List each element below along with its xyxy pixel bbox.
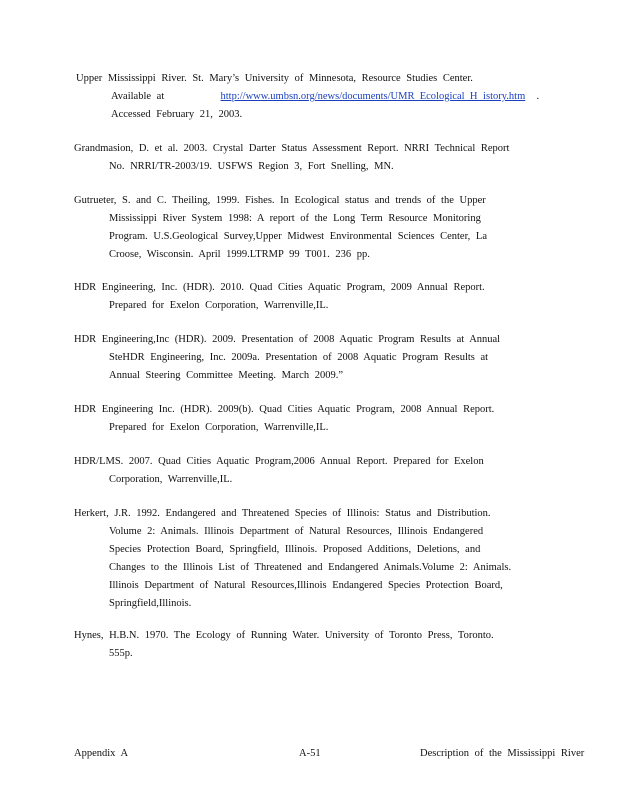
footer-appendix-label: Appendix A	[74, 748, 129, 759]
reference-hdr-2009-presentation	[74, 331, 544, 385]
footer-page-number: A-51	[299, 748, 321, 759]
reference-line: No. NRRI/TR-2003/19. USFWS Region 3, Fort Snelling, MN.	[109, 161, 394, 172]
reference-line: HDR Engineering Inc. (HDR). 2009(b). Quad Cities Aquatic Program, 2008 Annual Report.	[74, 404, 495, 415]
reference-line: Upper Mississippi River. St. Mary’s University of Minnesota, Resource Studies Center.	[76, 73, 473, 84]
reference-line: Prepared for Exelon Corporation, Warrenville,IL.	[109, 300, 329, 311]
reference-herkert	[74, 505, 544, 613]
reference-line: 555p.	[109, 648, 133, 659]
reference-line: Annual Steering Committee Meeting. March 2009.”	[109, 370, 343, 381]
reference-line	[76, 88, 546, 106]
reference-line: Herkert, J.R. 1992. Endangered and Threatened Species of Illinois: Status and Distribution.	[74, 508, 491, 519]
reference-line: HDR Engineering,Inc (HDR). 2009. Presentation of 2008 Aquatic Program Results at Annual	[74, 334, 501, 345]
reference-line: Gutrueter, S. and C. Theiling, 1999. Fishes. In Ecological status and trends of the Upper	[74, 195, 486, 206]
reference-line: Prepared for Exelon Corporation, Warrenville,IL.	[109, 422, 329, 433]
reference-line: SteHDR Engineering, Inc. 2009a. Presentation of 2008 Aquatic Program Results at	[109, 352, 489, 363]
reference-line: Mississippi River System 1998: A report of the Long Term Resource Monitoring	[109, 213, 481, 224]
reference-hdr-lms	[74, 453, 544, 489]
reference-line: Croose, Wisconsin. April 1999.LTRMP 99 T001. 236 pp.	[109, 249, 370, 260]
reference-line: Hynes, H.B.N. 1970. The Ecology of Running Water. University of Toronto Press, Toronto.	[74, 630, 494, 641]
reference-line: Illinois Department of Natural Resources,Illinois Endangered Species Protection Board,	[109, 580, 503, 591]
reference-hynes	[74, 627, 544, 663]
reference-hdr-2010	[74, 279, 544, 315]
footer-section-title: Description of the Mississippi River	[420, 748, 585, 759]
reference-line: Volume 2: Animals. Illinois Department of Natural Resources, Illinois Endangered	[109, 526, 484, 537]
reference-hdr-2009b	[74, 401, 544, 437]
reference-gutrueter	[74, 192, 544, 264]
available-label: Available at	[111, 91, 165, 102]
reference-url-link[interactable]: http://www.umbsn.org/news/documents/UMR_Ecological_H istory.htm	[220, 91, 526, 102]
reference-line: Program. U.S.Geological Survey,Upper Midwest Environmental Sciences Center, La	[109, 231, 487, 242]
reference-line: Changes to the Illinois List of Threatened and Endangered Animals.Volume 2: Animals.	[109, 562, 512, 573]
reference-line: Grandmasion, D. et al. 2003. Crystal Darter Status Assessment Report. NRRI Technical Report	[74, 143, 510, 154]
reference-line: Species Protection Board, Springfield, Illinois. Proposed Additions, Deletions, and	[109, 544, 481, 555]
reference-upper-mississippi	[76, 70, 546, 124]
reference-grandmasion	[74, 140, 544, 176]
reference-line: Accessed February 21, 2003.	[111, 109, 243, 120]
reference-line: HDR Engineering, Inc. (HDR). 2010. Quad Cities Aquatic Program, 2009 Annual Report.	[74, 282, 485, 293]
reference-line: HDR/LMS. 2007. Quad Cities Aquatic Program,2006 Annual Report. Prepared for Exelon	[74, 456, 484, 467]
url-suffix: .	[536, 91, 540, 102]
reference-line: Corporation, Warrenville,IL.	[109, 474, 233, 485]
reference-line: Springfield,Illinois.	[109, 598, 192, 609]
